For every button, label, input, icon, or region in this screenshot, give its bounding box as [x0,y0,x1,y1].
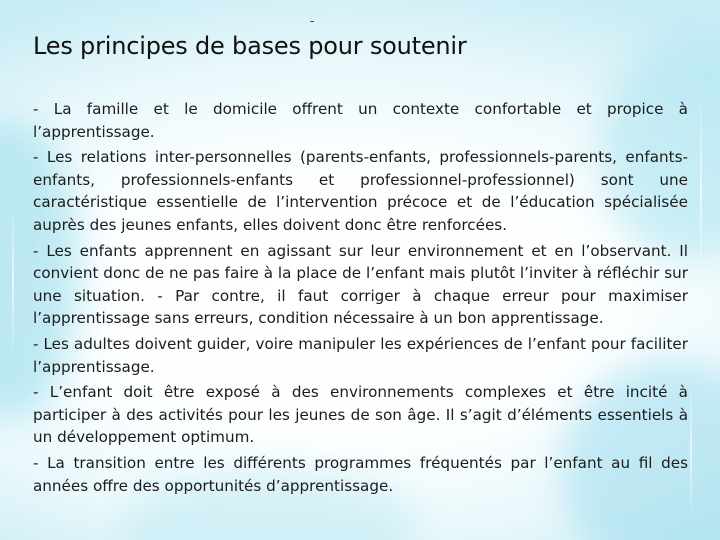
slide-marker: - [310,14,315,28]
light-streak [690,380,692,520]
slide-body [33,98,688,500]
bullet-paragraph: - La famille et le domicile offrent un contexte confortable et propice à l’apprentissage. [33,100,688,141]
bullet-paragraph: - Les enfants apprennent en agissant sur leur environnement et en l’observant. Il convient donc de ne pas faire à la place de l’enfant mais plutôt l’inviter à réfléchir sur une situation. - Par contre, il faut corriger à chaque erreur pour maximiser l’apprentissage sans erreurs, condition nécessaire à un bon apprentissage. [33,241,688,328]
light-streak [12,200,14,360]
bullet-paragraph: - L’enfant doit être exposé à des environnements complexes et être incité à participer à des activités pour les jeunes de son âge. Il s’agit d’éléments essentiels à un développement optimum. [33,383,688,447]
slide-title: Les principes de bases pour soutenir [33,32,467,60]
bullet-paragraph: - Les relations inter-personnelles (parents-enfants, professionnels-parents, enfants-enfants, professionnels-enfants et professionnel-professionnel) sont une caractéristique essentielle de l’intervention précoce et de l’éducation spécialisée auprès des jeunes enfants, elles doivent donc être renforcées. [33,148,688,234]
bullet-paragraph: - La transition entre les différents programmes fréquentés par l’enfant au fil des années offre des opportunités d’apprentissage. [33,453,688,495]
light-streak [700,90,702,290]
bullet-paragraph: - Les adultes doivent guider, voire manipuler les expériences de l’enfant pour faciliter l’apprentissage. [33,334,688,376]
